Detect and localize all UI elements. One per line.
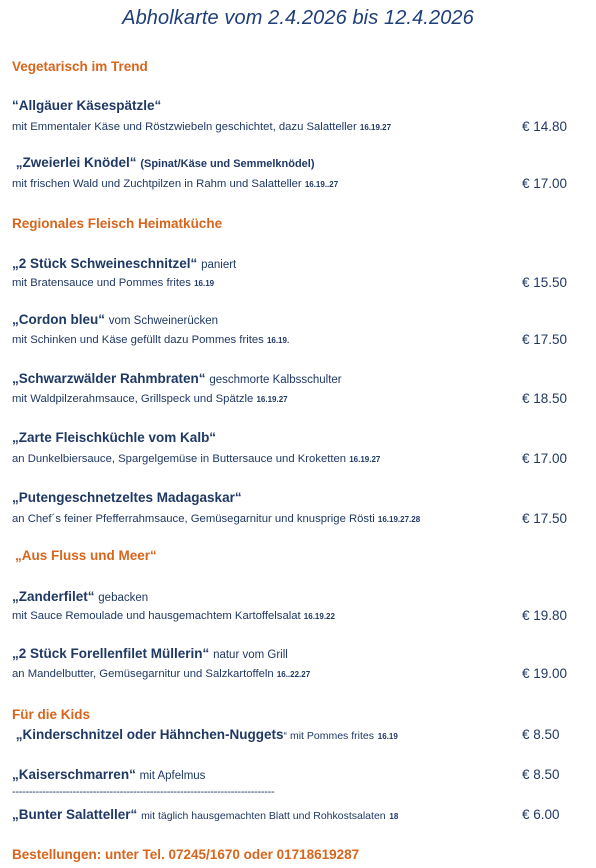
dish-price: € 8.50 — [522, 727, 560, 742]
dish-description: mit Sauce Remoulade und hausgemachtem Kartoffelsalat 16.19.22 — [12, 610, 335, 622]
dish-price: € 17.50 — [522, 332, 568, 347]
dish-description: an Chef´s feiner Pfefferrahmsauce, Gemüsegarnitur und knusprige Rösti 16.19.27.28 — [12, 513, 421, 525]
dish-description: an Mandelbutter, Gemüsegarnitur und Salzkartoffeln 16..22.27 — [12, 668, 311, 680]
dish-description: mit frischen Wald und Zuchtpilzen in Rahm und Salatteller 16.19..27 — [12, 178, 339, 190]
page-title: Abholkarte vom 2.4.2026 bis 12.4.2026 — [122, 7, 474, 29]
allergen-codes: 16.19.22 — [303, 612, 335, 621]
dish-name: „2 Stück Forellenfilet Müllerin“ natur vom Grill — [12, 646, 288, 661]
dish-name: “Allgäuer Käsespätzle“ — [12, 98, 162, 113]
dish-name: „Zanderfilet“ gebacken — [12, 589, 149, 604]
dish-price: € 18.50 — [522, 391, 568, 406]
section-heading-fish: „Aus Fluss und Meer“ — [15, 548, 157, 563]
dish-name: „2 Stück Schweineschnitzel“ paniert — [12, 256, 237, 271]
dish-description: mit Schinken und Käse gefüllt dazu Pommes frites 16.19. — [12, 334, 290, 346]
dish-price: € 19.80 — [522, 608, 568, 623]
allergen-codes: 16.19.27 — [256, 395, 288, 404]
section-heading-meat: Regionales Fleisch Heimatküche — [12, 216, 223, 231]
dish-name: „Zarte Fleischküchle vom Kalb“ — [12, 430, 217, 445]
allergen-codes: 16..22.27 — [276, 670, 311, 679]
section-heading-vegetarian: Vegetarisch im Trend — [12, 59, 148, 74]
dish-name: „Kaiserschmarren“ mit Apfelmus — [12, 767, 206, 782]
allergen-codes: 16.19..27 — [304, 180, 339, 189]
dish-price: € 17.50 — [522, 511, 568, 526]
order-phone-footer: Bestellungen: unter Tel. 07245/1670 oder 01718619287 — [12, 847, 360, 862]
allergen-codes: 18 — [389, 812, 399, 821]
allergen-codes: 16.19 — [377, 732, 398, 741]
dish-name: „Schwarzwälder Rahmbraten“ geschmorte Kalbsschulter — [12, 371, 342, 386]
dish-price: € 17.00 — [522, 451, 568, 466]
dish-name: „Zweierlei Knödel“ (Spinat/Käse und Semmelknödel) — [15, 155, 315, 170]
dish-price: € 14.80 — [522, 119, 568, 134]
dish-price: € 6.00 — [522, 807, 560, 822]
dish-name: „Bunter Salatteller“ mit täglich hausgemachten Blatt und Rohkostsalaten 18 — [12, 807, 399, 822]
dish-name: „Kinderschnitzel oder Hähnchen-Nuggets“ mit Pommes frites 16.19 — [15, 727, 398, 742]
dish-price: € 8.50 — [522, 767, 560, 782]
dish-description: mit Emmentaler Käse und Röstzwiebeln geschichtet, dazu Salatteller 16.19.27 — [12, 121, 392, 133]
dish-price: € 15.50 — [522, 275, 568, 290]
dish-price: € 17.00 — [522, 176, 568, 191]
dish-description: mit Bratensauce und Pommes frites 16.19 — [12, 277, 215, 289]
dish-description: an Dunkelbiersauce, Spargelgemüse in Buttersauce und Kroketten 16.19.27 — [12, 453, 381, 465]
dish-description: mit Waldpilzerahmsauce, Grillspeck und Spätzle 16.19.27 — [12, 393, 288, 405]
allergen-codes: 16.19. — [266, 336, 290, 345]
separator-line: ------------------------------------------------------------------------------ — [12, 786, 275, 798]
allergen-codes: 16.19.27 — [349, 455, 381, 464]
allergen-codes: 16.19.27 — [359, 123, 392, 132]
allergen-codes: 16.19.27.28 — [377, 515, 421, 524]
dish-name: „Cordon bleu“ vom Schweinerücken — [12, 312, 219, 327]
section-heading-kids: Für die Kids — [12, 707, 91, 722]
allergen-codes: 16.19 — [194, 279, 215, 288]
dish-name: „Putengeschnetzeltes Madagaskar“ — [12, 490, 242, 505]
dish-price: € 19.00 — [522, 666, 568, 681]
